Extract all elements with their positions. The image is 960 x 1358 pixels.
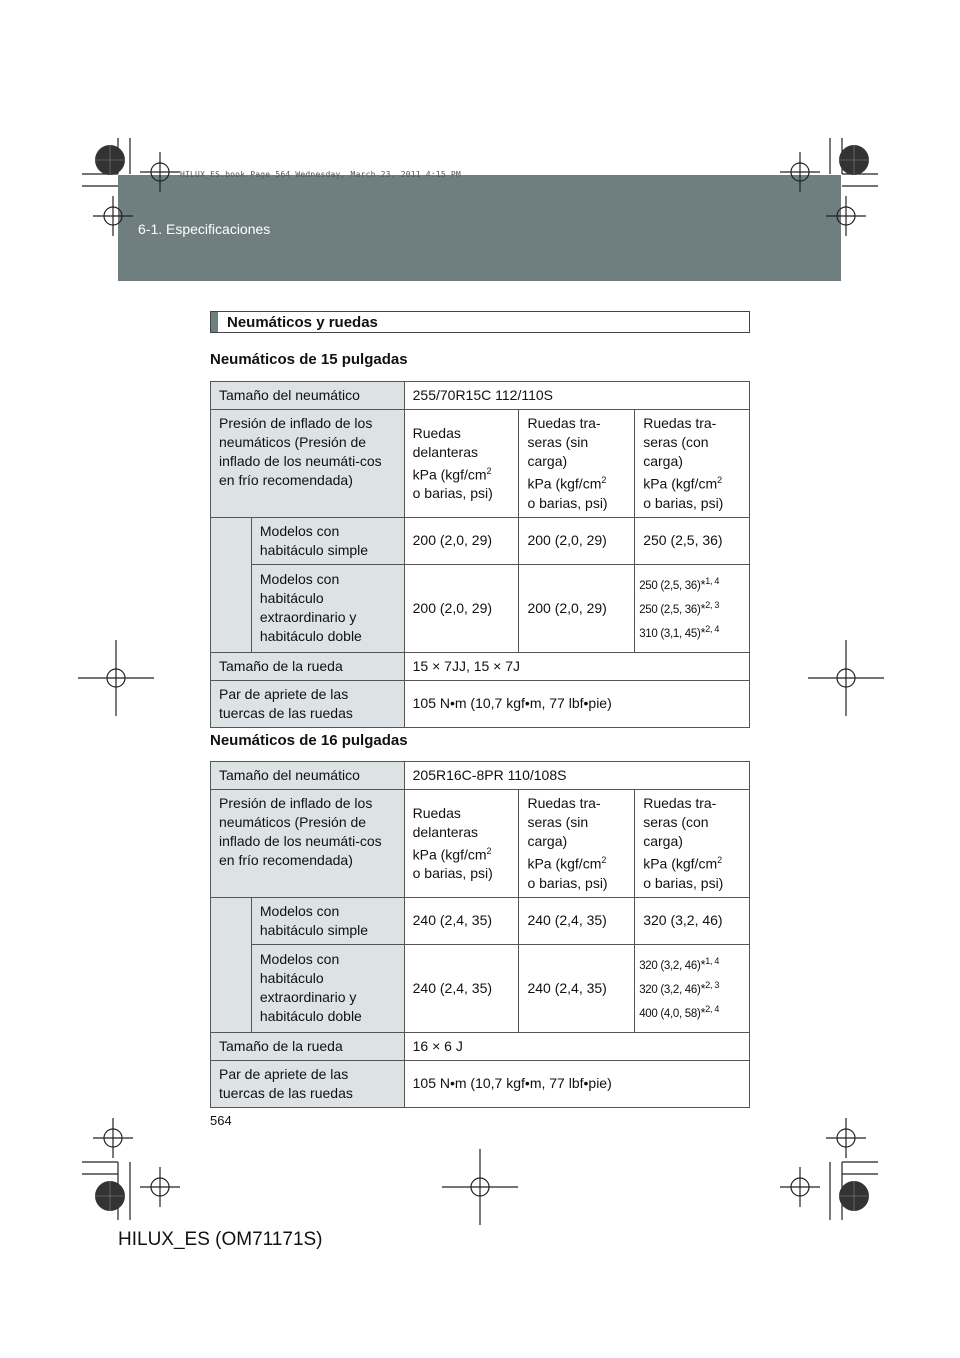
- torque-label: Par de apriete de las tuercas de las ruedas: [211, 680, 405, 727]
- unit-text: o barias, psi): [643, 874, 724, 891]
- table-row: [211, 897, 750, 944]
- asterisk-icon: *: [700, 624, 706, 640]
- footnote-ref: 2, 3: [705, 980, 720, 991]
- col-rear-empty-label: Ruedas tra-seras (sin carga): [527, 415, 601, 469]
- unit-sup: 2: [717, 855, 723, 865]
- cell-value: 240 (2,4, 35): [519, 944, 635, 1032]
- section-title: 6-1. Especificaciones: [138, 221, 271, 237]
- cell-value: 200 (2,0, 29): [519, 517, 635, 564]
- section-heading-text: Neumáticos y ruedas: [227, 314, 378, 331]
- print-bookline: HILUX_ES.book Page 564 Wednesday, March 23, 2011 4:15 PM: [180, 170, 461, 179]
- footer-model: HILUX_ES (OM71171S): [118, 1229, 323, 1250]
- unit-sup: 2: [601, 855, 607, 865]
- page-number: 564: [210, 1113, 232, 1128]
- unit-sup: 2: [486, 845, 492, 856]
- row-label: Modelos con habitáculo extraordinario y habitáculo doble: [251, 944, 404, 1032]
- col-rear-loaded-label: Ruedas tra-seras (con carga): [643, 795, 717, 849]
- col-front-label: Ruedas delanteras: [412, 804, 479, 840]
- asterisk-icon: *: [700, 601, 706, 617]
- torque-label: Par de apriete de las tuercas de las ruedas: [211, 1060, 405, 1107]
- unit-text: kPa (kgf/cm: [527, 855, 602, 872]
- footnote-ref: 1, 4: [705, 576, 720, 587]
- cell-value: 200 (2,0, 29): [404, 564, 519, 652]
- tire-table-16: [210, 761, 750, 1108]
- table-row: [211, 1032, 750, 1060]
- table-row: [211, 410, 750, 518]
- asterisk-icon: *: [700, 981, 706, 997]
- wheel-size-label: Tamaño de la rueda: [211, 652, 405, 680]
- footnote-ref: 2, 4: [705, 1004, 720, 1015]
- col-front: [404, 410, 519, 518]
- unit-text: kPa (kgf/cm: [412, 466, 487, 483]
- cell-value: 240 (2,4, 35): [404, 944, 519, 1032]
- table-row: [211, 652, 750, 680]
- asterisk-icon: *: [700, 957, 706, 973]
- unit-sup: 2: [717, 475, 723, 485]
- subheading-15: Neumáticos de 15 pulgadas: [210, 351, 408, 368]
- cell-value: 240 (2,4, 35): [519, 897, 635, 944]
- unit-sup: 2: [601, 475, 607, 485]
- table-row: [211, 517, 750, 564]
- wheel-size-value: 15 × 7JJ, 15 × 7J: [404, 652, 749, 680]
- torque-value: 105 N•m (10,7 kgf•m, 77 lbf•pie): [404, 680, 749, 727]
- unit-sup: 2: [486, 465, 492, 476]
- indent-cell: [211, 897, 252, 1032]
- unit-text: kPa (kgf/cm: [412, 846, 487, 863]
- col-front-label: Ruedas delanteras: [412, 424, 479, 460]
- col-rear-loaded: [635, 790, 750, 898]
- table-row: [211, 564, 750, 652]
- row-label: Modelos con habitáculo simple: [251, 517, 404, 564]
- cell-value: 250 (2,5, 36): [635, 517, 750, 564]
- subheading-16: Neumáticos de 16 pulgadas: [210, 732, 408, 749]
- col-rear-empty-label: Ruedas tra-seras (sin carga): [527, 795, 601, 849]
- col-front: [404, 790, 519, 898]
- multi-value: 320 (3,2, 46): [639, 984, 701, 997]
- unit-text: kPa (kgf/cm: [643, 475, 718, 492]
- heading-tab: [211, 312, 218, 332]
- cell-value: 200 (2,0, 29): [519, 564, 635, 652]
- asterisk-icon: *: [700, 577, 706, 593]
- multi-value: 250 (2,5, 36): [639, 580, 701, 593]
- table-row: [211, 790, 750, 898]
- unit-text: kPa (kgf/cm: [643, 855, 718, 872]
- tire-size-value: 205R16C-8PR 110/108S: [404, 762, 749, 790]
- table-row: [211, 1060, 750, 1107]
- col-rear-loaded: [635, 410, 750, 518]
- tire-table-15: [210, 381, 750, 728]
- table-row: [211, 382, 750, 410]
- footnote-ref: 1, 4: [705, 956, 720, 967]
- unit-text: o barias, psi): [412, 485, 493, 502]
- tire-size-value: 255/70R15C 112/110S: [404, 382, 749, 410]
- cell-value: 320 (3,2, 46): [635, 897, 750, 944]
- unit-text: o barias, psi): [527, 494, 608, 511]
- section-heading: [210, 311, 750, 333]
- tire-size-label: Tamaño del neumático: [211, 382, 405, 410]
- pressure-label: Presión de inflado de los neumáticos (Presión de inflado de los neumáti-cos en frío recomendada): [211, 410, 405, 518]
- footnote-ref: 2, 4: [705, 624, 720, 635]
- multi-value: 400 (4,0, 58): [639, 1007, 701, 1020]
- footnote-ref: 2, 3: [705, 600, 720, 611]
- col-rear-loaded-label: Ruedas tra-seras (con carga): [643, 415, 717, 469]
- tire-size-label: Tamaño del neumático: [211, 762, 405, 790]
- multi-value: 250 (2,5, 36): [639, 604, 701, 617]
- unit-text: kPa (kgf/cm: [527, 475, 602, 492]
- unit-text: o barias, psi): [527, 874, 608, 891]
- col-rear-empty: [519, 410, 635, 518]
- wheel-size-value: 16 × 6 J: [404, 1032, 749, 1060]
- table-row: [211, 680, 750, 727]
- table-row: [211, 762, 750, 790]
- row-label: Modelos con habitáculo simple: [251, 897, 404, 944]
- pressure-label: Presión de inflado de los neumáticos (Presión de inflado de los neumáti-cos en frío recomendada): [211, 790, 405, 898]
- multi-value: 320 (3,2, 46): [639, 960, 701, 973]
- cell-multi: [635, 564, 750, 652]
- indent-cell: [211, 517, 252, 652]
- table-row: [211, 944, 750, 1032]
- chapter-header-band: [118, 175, 841, 281]
- torque-value: 105 N•m (10,7 kgf•m, 77 lbf•pie): [404, 1060, 749, 1107]
- cell-value: 200 (2,0, 29): [404, 517, 519, 564]
- row-label: Modelos con habitáculo extraordinario y habitáculo doble: [251, 564, 404, 652]
- wheel-size-label: Tamaño de la rueda: [211, 1032, 405, 1060]
- col-rear-empty: [519, 790, 635, 898]
- unit-text: o barias, psi): [643, 494, 724, 511]
- multi-value: 310 (3,1, 45): [639, 627, 701, 640]
- asterisk-icon: *: [700, 1004, 706, 1020]
- cell-multi: [635, 944, 750, 1032]
- cell-value: 240 (2,4, 35): [404, 897, 519, 944]
- unit-text: o barias, psi): [412, 865, 493, 882]
